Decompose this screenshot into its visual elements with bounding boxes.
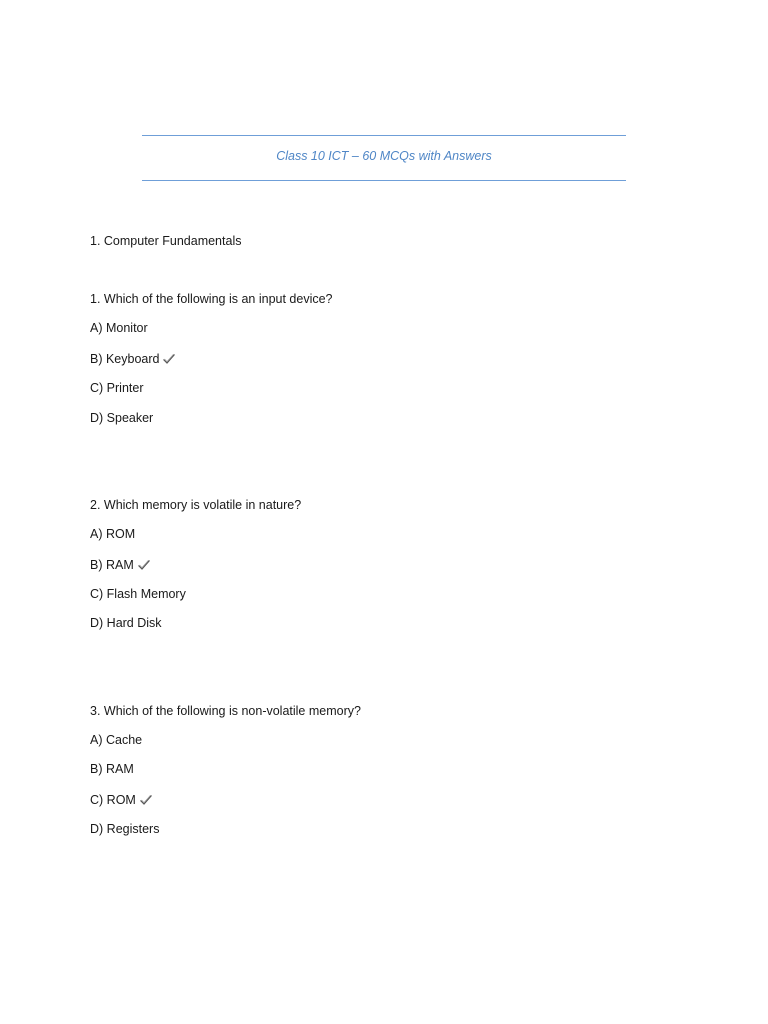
option-label: D) Registers <box>90 822 160 836</box>
option-label: A) ROM <box>90 527 136 541</box>
answer-option <box>90 586 186 602</box>
option-label: A) Monitor <box>90 321 148 335</box>
option-label: B) RAM <box>90 558 134 572</box>
document-title-block <box>142 135 626 181</box>
option-label: C) Flash Memory <box>90 587 186 601</box>
question-text: 3. Which of the following is non-volatile memory? <box>90 704 361 718</box>
answer-option <box>90 320 148 336</box>
answer-option-correct <box>90 557 151 573</box>
option-label: D) Speaker <box>90 411 154 425</box>
question-text: 1. Which of the following is an input device? <box>90 292 333 306</box>
answer-option <box>90 410 153 426</box>
answer-option <box>90 732 142 748</box>
check-mark-icon <box>162 353 176 365</box>
answer-option <box>90 526 135 542</box>
option-label: D) Hard Disk <box>90 616 162 630</box>
option-label: A) Cache <box>90 733 143 747</box>
check-mark-icon <box>137 559 151 571</box>
answer-option-correct <box>90 792 153 808</box>
option-label: B) RAM <box>90 762 134 776</box>
answer-option <box>90 821 159 837</box>
answer-option <box>90 380 143 396</box>
section-heading: 1. Computer Fundamentals <box>90 234 242 248</box>
option-label: C) Printer <box>90 381 144 395</box>
document-title: Class 10 ICT – 60 MCQs with Answers <box>276 149 492 163</box>
answer-option <box>90 615 162 631</box>
answer-option <box>90 761 134 777</box>
question-text: 2. Which memory is volatile in nature? <box>90 498 302 512</box>
answer-option-correct <box>90 351 176 367</box>
option-label: C) ROM <box>90 793 136 807</box>
option-label: B) Keyboard <box>90 352 160 366</box>
check-mark-icon <box>139 794 153 806</box>
